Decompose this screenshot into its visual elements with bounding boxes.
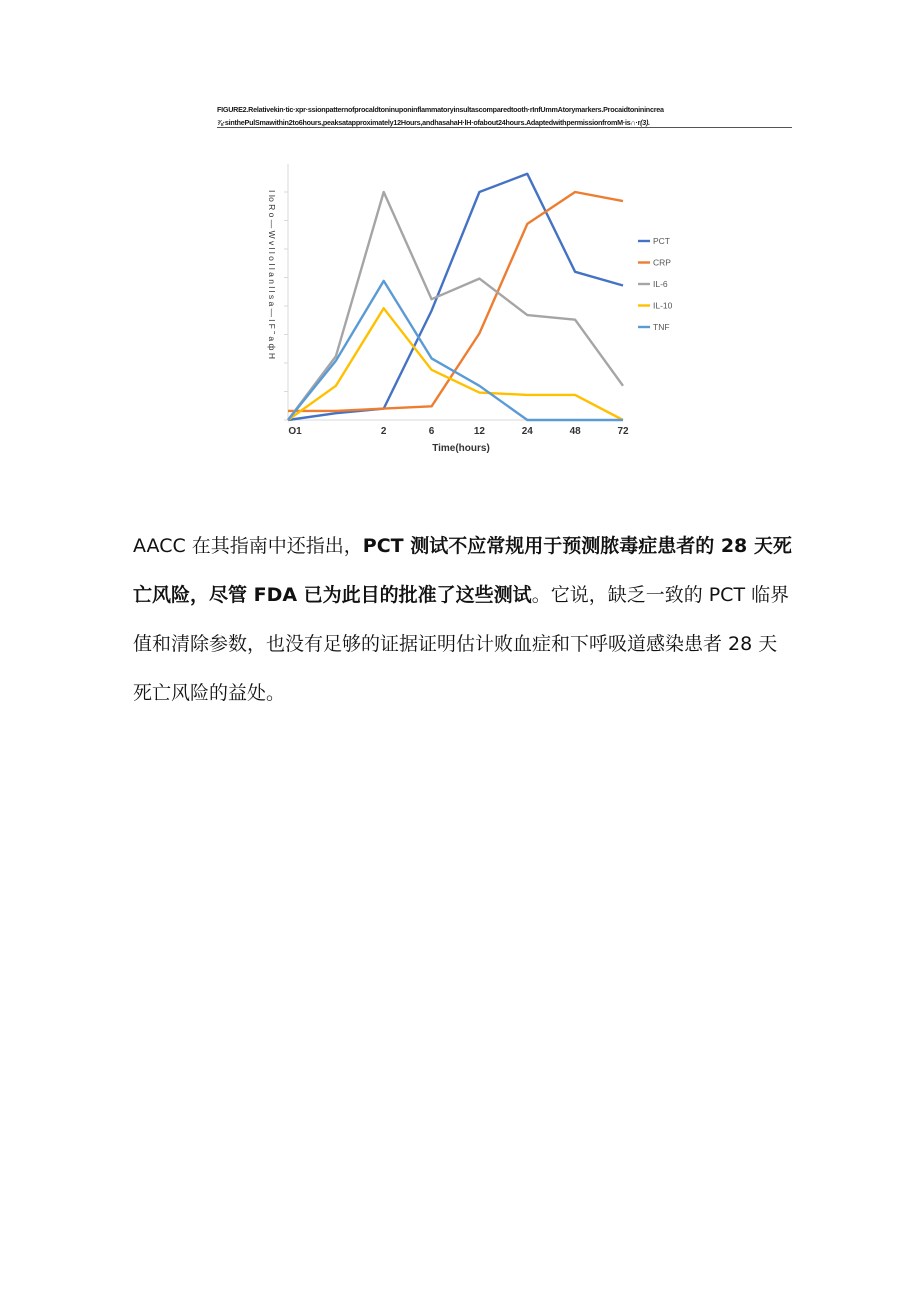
x-tick-label: 12 xyxy=(473,426,485,437)
figure-caption xyxy=(217,103,792,129)
caption-line-1: FIGURE2.Relativekin·tic·xpr·ssionpatternofprocaldtoninuponinflammatoryinsultascomparedtooth·rInfUmmAtorymarkers.Procaidtoninincrea xyxy=(217,105,664,114)
body-paragraph xyxy=(133,522,793,718)
x-tick-label: 24 xyxy=(521,426,533,437)
x-tick-label: 6 xyxy=(428,426,435,437)
legend-label: IL-6 xyxy=(653,279,668,289)
caption-rule xyxy=(217,127,792,128)
legend-label: IL-10 xyxy=(653,300,673,311)
caption-reference: (3). xyxy=(640,118,650,127)
series-line-crp xyxy=(288,192,623,411)
line-chart xyxy=(255,150,675,460)
x-tick-label: O1 xyxy=(288,426,302,437)
x-tick-label: 72 xyxy=(617,426,629,437)
paragraph-bold-run: PCT 测试不应常规用于预测脓毒症患者的 28 天死亡风险，尽管 FDA 已为此目的批准了这些测试 xyxy=(133,535,792,606)
paragraph-run-3: 。它说，缺乏一致的 PCT 临界值和清除参数，也没有足够的证据证明估计败血症和下呼吸道感染患者 28 天死亡风险的益处。 xyxy=(133,584,790,704)
legend-label: TNF xyxy=(653,322,670,332)
y-axis-title: I Io R o — W v l l o I l a n l l s a — l F ˜ a ф H xyxy=(267,190,277,359)
legend-label: PCT xyxy=(653,236,670,246)
x-axis-title: Time(hours) xyxy=(432,443,490,454)
x-tick-label: 2 xyxy=(380,426,387,437)
x-tick-label: 48 xyxy=(569,426,581,437)
legend-label: CRP xyxy=(653,257,671,268)
paragraph-run-1: AACC 在其指南中还指出， xyxy=(133,535,363,557)
series-line-il-10 xyxy=(288,308,623,420)
caption-line-2-text: ⅞·sinthePulSmawithin2to6hours,peaksatapproximately12Hours,andhasahaH·lH·ofabout24hours.AdaptedwithpermissionfromM·is∩·r xyxy=(217,118,641,127)
series-line-il-6 xyxy=(288,192,623,420)
